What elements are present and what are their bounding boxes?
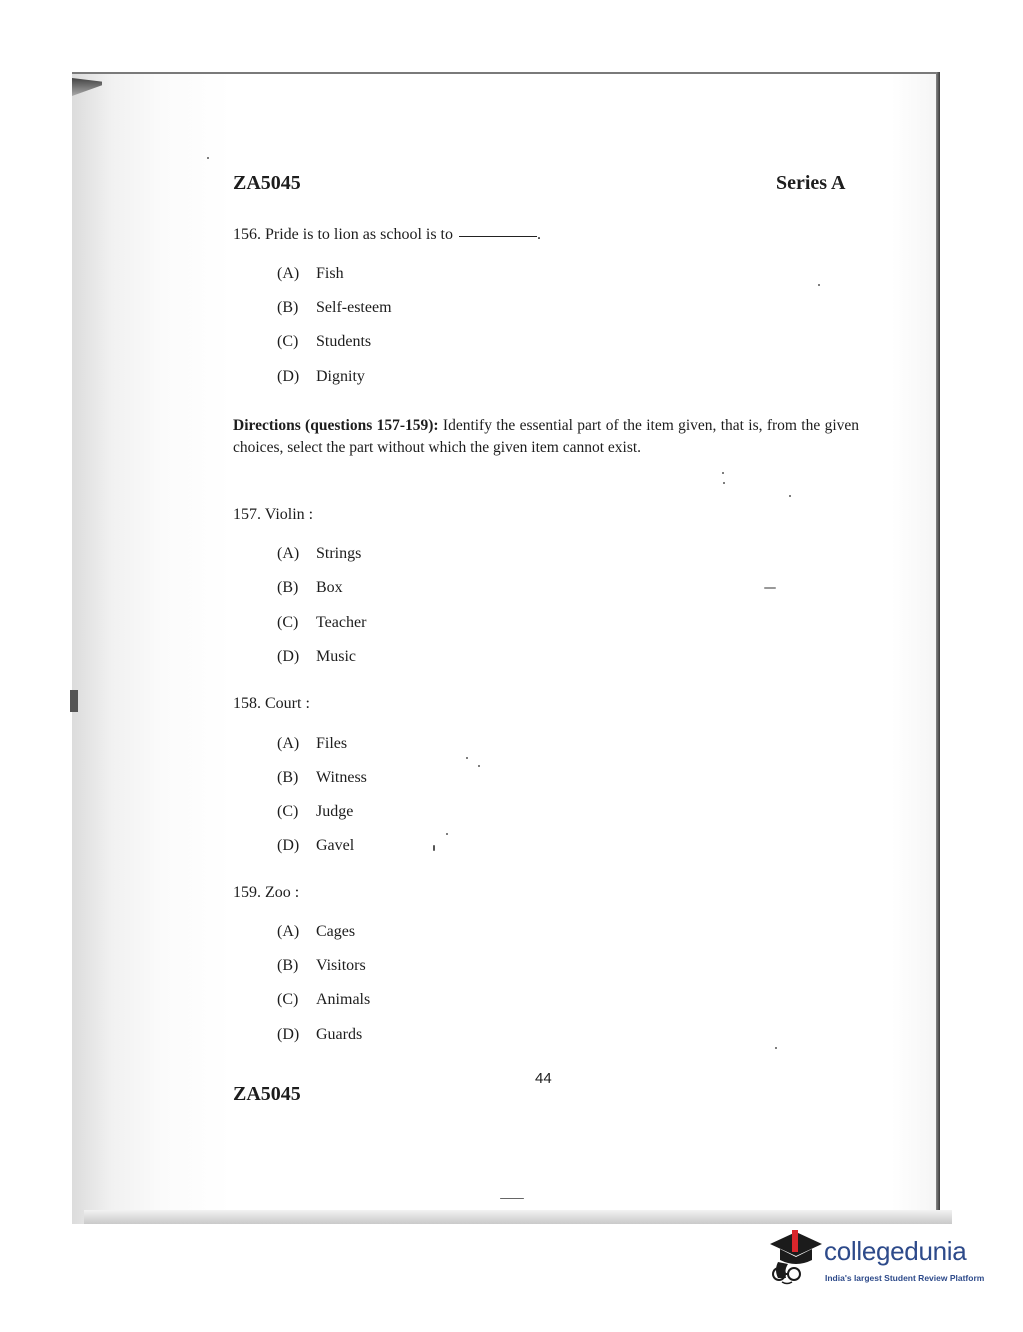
- question-stem: Pride is to lion as school is to: [265, 226, 453, 243]
- question-number: 159.: [233, 884, 261, 901]
- directions-heading: Directions (questions 157-159):: [233, 417, 439, 434]
- option-156-a: (A) Fish: [277, 265, 344, 282]
- question-number: 158.: [233, 695, 261, 712]
- option-159-a: (A) Cages: [277, 923, 356, 940]
- option-156-b: (B) Self-esteem: [277, 299, 392, 316]
- scan-speck: [789, 495, 791, 497]
- brand-name: collegedunia: [824, 1236, 967, 1266]
- scan-speck: [764, 587, 776, 589]
- collegedunia-watermark: [766, 1226, 996, 1296]
- question-158: [233, 695, 310, 713]
- scan-speck: [723, 482, 725, 484]
- series-label: Series A: [776, 172, 846, 194]
- question-156: [233, 226, 541, 244]
- scan-speck: [722, 472, 724, 474]
- footer-paper-code: ZA5045: [233, 1083, 301, 1105]
- scan-artifact: [70, 690, 78, 712]
- scan-speck: [433, 845, 435, 851]
- page-edge-right: [936, 72, 940, 1224]
- option-156-c: (C) Students: [277, 333, 372, 350]
- directions-body: Identify the essential part of the item given, that is, from the given choices, select the part without which the given item cannot exist.: [233, 417, 860, 456]
- question-159: [233, 884, 299, 902]
- page-edge-bottom: [84, 1210, 952, 1224]
- graduation-cap-icon: [766, 1226, 824, 1286]
- option-159-b: (B) Visitors: [277, 957, 366, 974]
- scan-speck: [775, 1047, 777, 1049]
- option-157-a: (A) Strings: [277, 545, 362, 562]
- directions-block: [233, 415, 859, 459]
- scan-speck: [500, 1198, 524, 1199]
- option-157-b: (B) Box: [277, 579, 343, 596]
- option-158-c: (C) Judge: [277, 803, 354, 820]
- page-number: 44: [535, 1070, 552, 1087]
- scan-speck: [478, 765, 480, 767]
- option-156-d: (D) Dignity: [277, 368, 365, 385]
- scan-speck: [207, 157, 209, 159]
- paper-code: ZA5045: [233, 172, 301, 194]
- option-159-c: (C) Animals: [277, 991, 371, 1008]
- scan-speck: [446, 833, 448, 835]
- answer-blank: [459, 236, 537, 237]
- scanned-page: [72, 72, 940, 1224]
- option-159-d: (D) Guards: [277, 1026, 363, 1043]
- question-157: [233, 506, 313, 524]
- scan-speck: [466, 757, 468, 759]
- question-stem: Zoo :: [265, 884, 300, 901]
- option-158-b: (B) Witness: [277, 769, 367, 786]
- page-edge-top: [72, 72, 940, 74]
- question-number: 156.: [233, 226, 261, 243]
- scan-speck: [818, 284, 820, 286]
- option-158-a: (A) Files: [277, 735, 348, 752]
- option-158-d: (D) Gavel: [277, 837, 355, 854]
- question-stem: Court :: [265, 695, 310, 712]
- question-stem: Violin :: [264, 506, 314, 523]
- question-stem-end: .: [537, 226, 541, 243]
- question-number: 157.: [233, 506, 261, 523]
- brand-tagline: India's largest Student Review Platform: [825, 1273, 985, 1283]
- option-157-c: (C) Teacher: [277, 614, 367, 631]
- option-157-d: (D) Music: [277, 648, 356, 665]
